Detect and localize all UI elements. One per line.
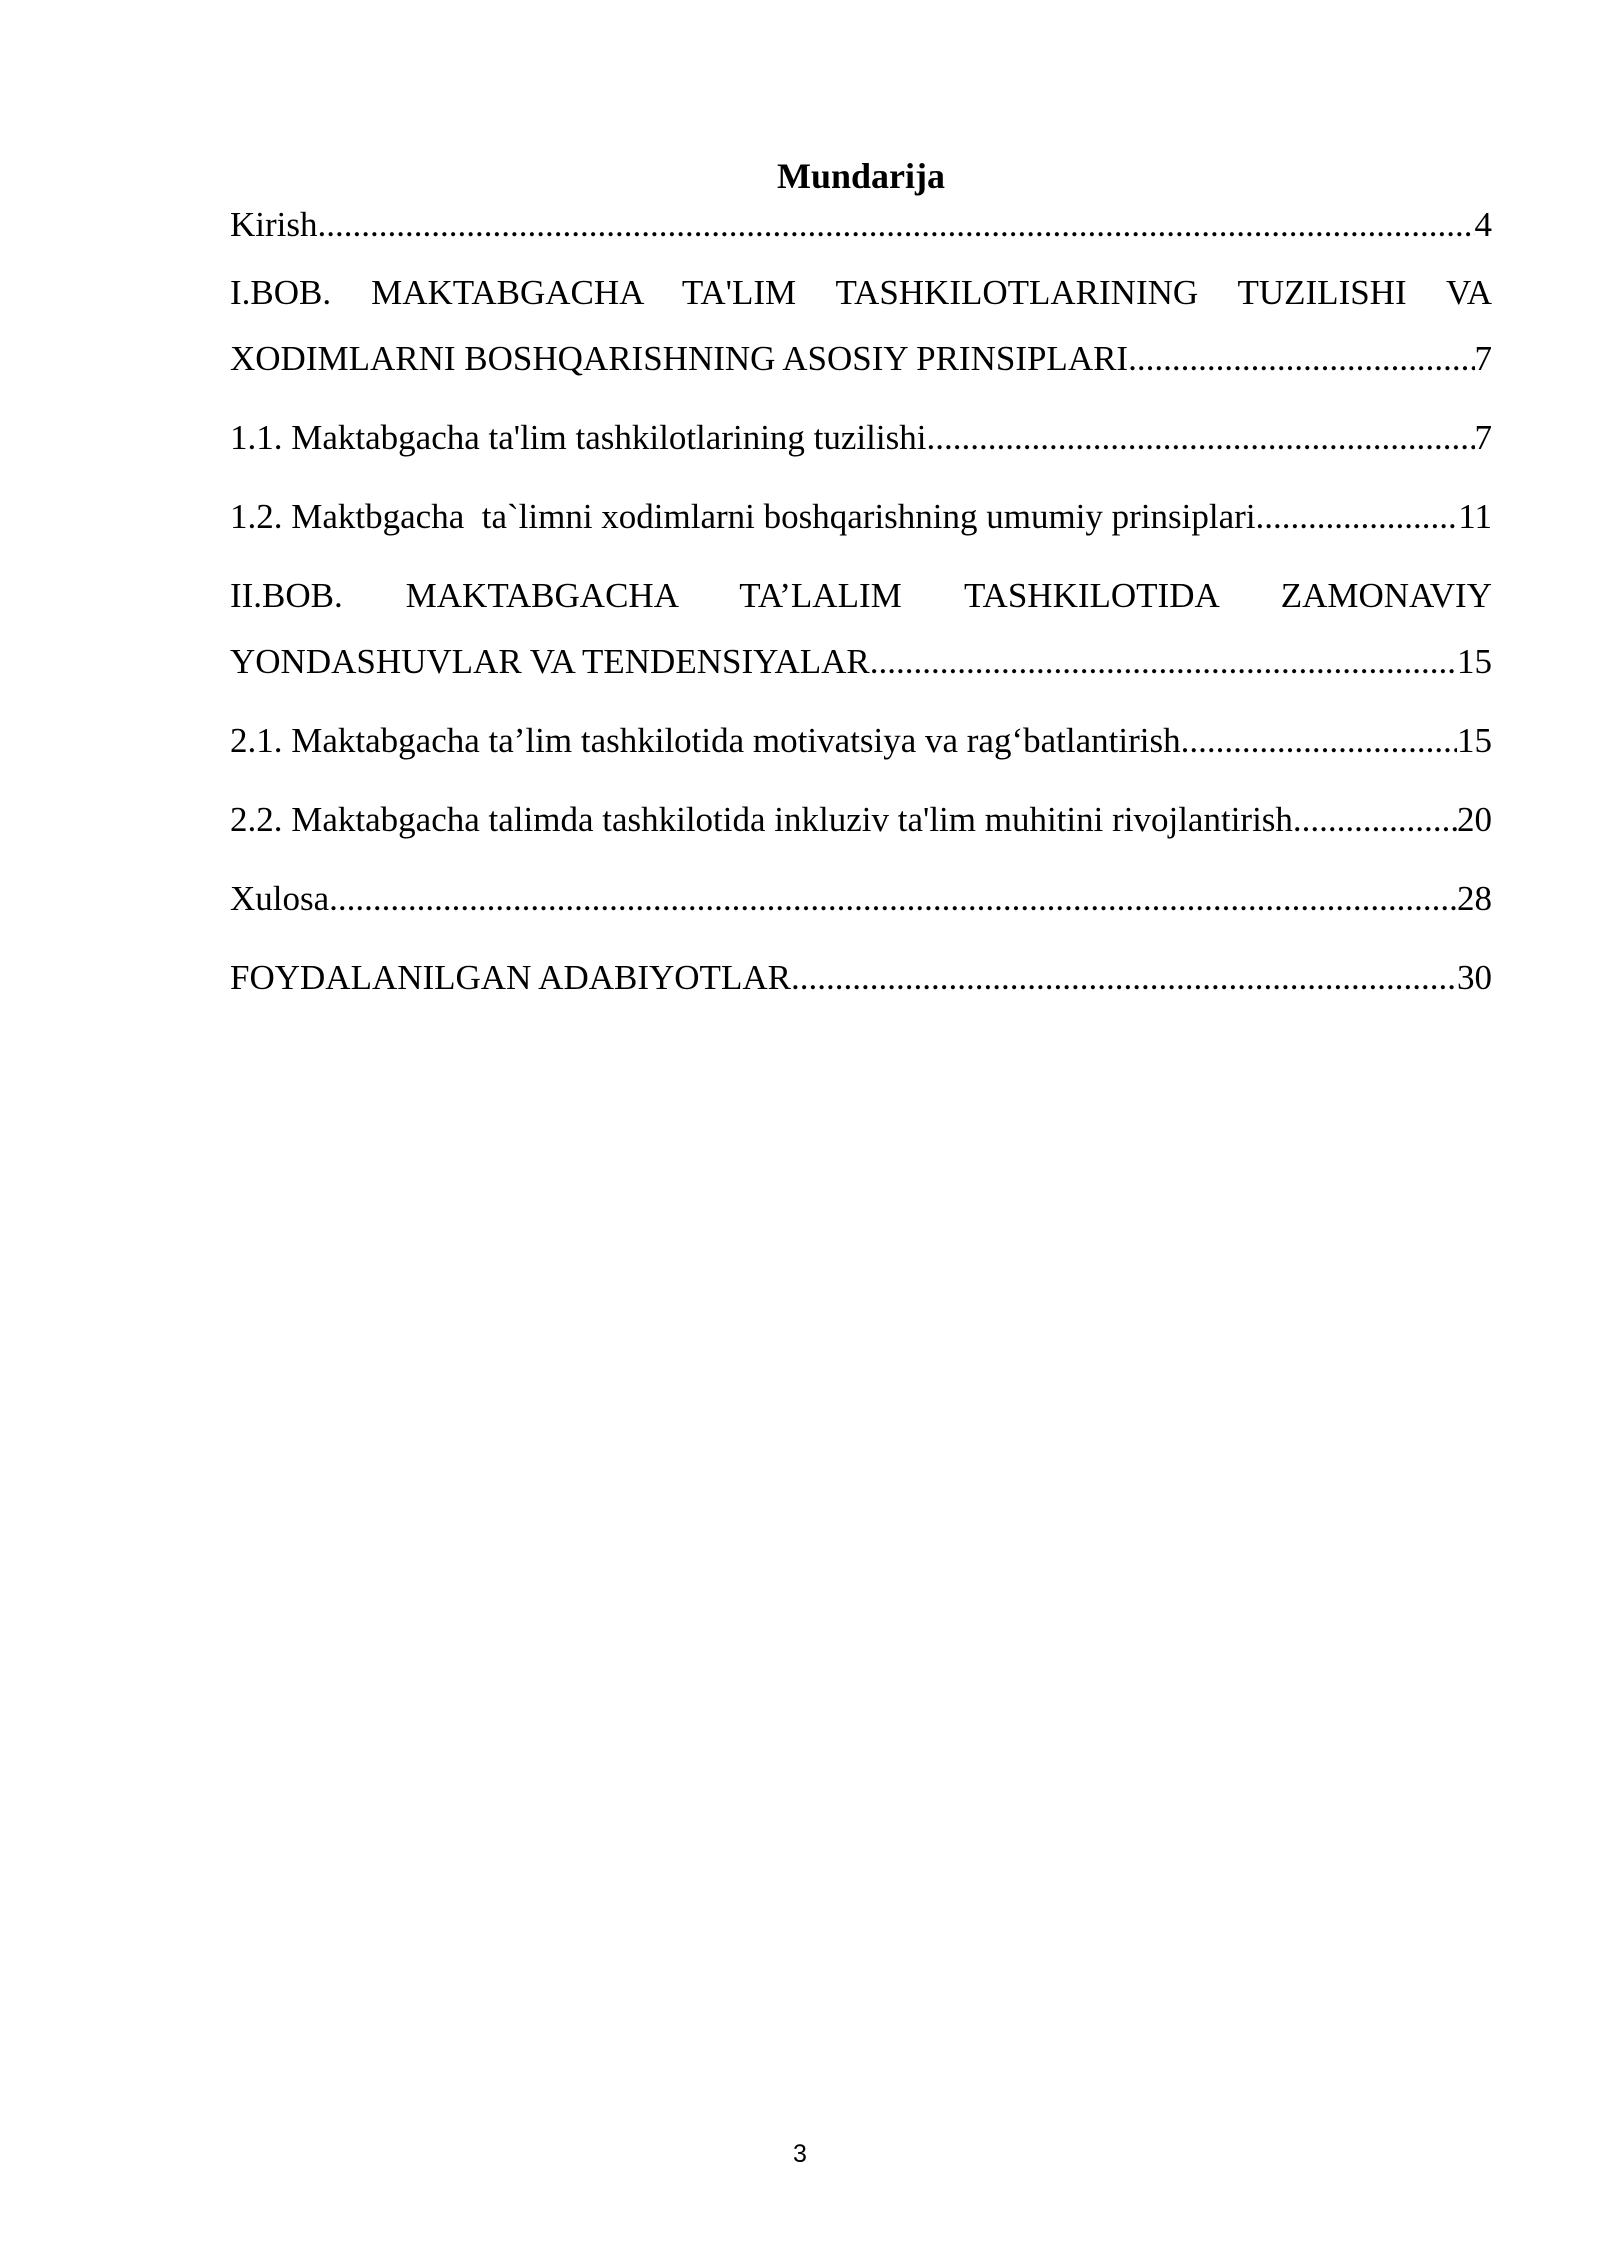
toc-page-number: 11 xyxy=(1458,497,1492,536)
toc-title: Mundarija xyxy=(776,156,945,196)
toc-leader-dots xyxy=(791,945,1457,1011)
toc-leader-dots xyxy=(329,866,1457,932)
toc-entry-label: Xulosa xyxy=(230,879,330,918)
toc-leader-dots xyxy=(926,405,1474,471)
page-number: 3 xyxy=(793,2140,807,2168)
toc-entry-section-2-1[interactable] xyxy=(230,708,1492,774)
toc-entry-section-1-1[interactable] xyxy=(230,405,1492,471)
toc-entry-chapter-1[interactable] xyxy=(230,260,1492,392)
toc-entry-label: YONDASHUVLAR VA TENDENSIYALAR xyxy=(230,642,870,681)
toc-leader-dots xyxy=(1128,326,1474,392)
toc-page-number: 30 xyxy=(1457,958,1492,997)
toc-page-number: 15 xyxy=(1457,642,1492,681)
toc-leader-dots xyxy=(1256,484,1459,550)
toc-leader-dots xyxy=(318,202,1475,248)
toc-entry-label-line1: I.BOB. MAKTABGACHA TA'LIM TASHKILOTLARINING TUZILISHI VA xyxy=(230,273,1492,312)
toc-entry-label: XODIMLARNI BOSHQARISHNING ASOSIY PRINSIPLARI xyxy=(230,339,1129,378)
toc-entry-kirish[interactable] xyxy=(230,202,1492,248)
toc-entry-label: 1.1. Maktabgacha ta'lim tashkilotlarining tuzilishi xyxy=(230,418,927,457)
toc-page-number: 15 xyxy=(1457,721,1492,760)
toc-entry-label-line1: II.BOB. MAKTABGACHA TA’LALIM TASHKILOTIDA ZAMONAVIY xyxy=(230,576,1492,615)
toc-entry-references[interactable] xyxy=(230,945,1492,1011)
toc-leader-dots xyxy=(870,629,1457,695)
toc-entry-xulosa[interactable] xyxy=(230,866,1492,932)
toc-entry-label: FOYDALANILGAN ADABIYOTLAR xyxy=(230,958,791,997)
toc-entry-label: Kirish xyxy=(230,205,318,244)
toc-entry-chapter-2[interactable] xyxy=(230,563,1492,695)
toc-leader-dots xyxy=(1293,787,1457,853)
toc-page-number: 20 xyxy=(1457,800,1492,839)
toc-entry-label: 2.2. Maktabgacha talimda tashkilotida inkluziv ta'lim muhitini rivojlantirish xyxy=(230,800,1293,839)
toc-entry-label: 2.1. Maktabgacha ta’lim tashkilotida motivatsiya va rag‘batlantirish xyxy=(230,721,1181,760)
toc-entry-label: 1.2. Maktbgacha ta`limni xodimlarni boshqarishning umumiy prinsiplari xyxy=(230,497,1256,536)
toc-page-number: 7 xyxy=(1474,339,1492,378)
toc-entry-section-1-2[interactable] xyxy=(230,484,1492,550)
table-of-contents xyxy=(230,150,1492,1011)
toc-page-number: 4 xyxy=(1474,205,1492,244)
toc-page-number: 7 xyxy=(1474,418,1492,457)
toc-leader-dots xyxy=(1181,708,1457,774)
toc-page-number: 28 xyxy=(1457,879,1492,918)
toc-entry-section-2-2[interactable] xyxy=(230,787,1492,853)
